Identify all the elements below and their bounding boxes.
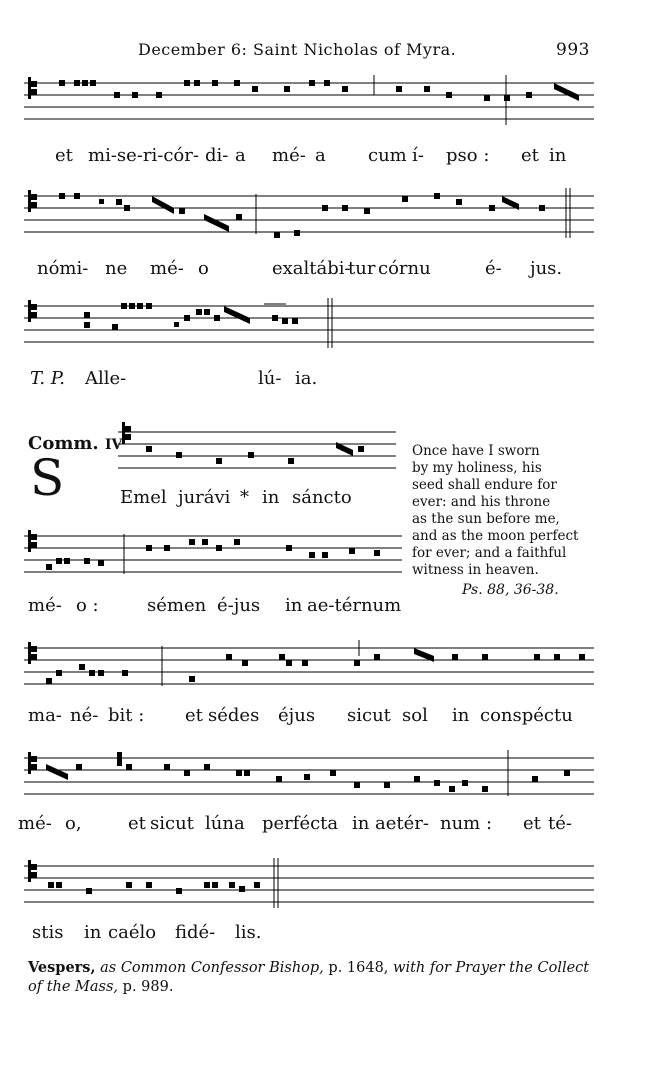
syllable: num : — [440, 813, 493, 834]
syllable: sicut — [347, 705, 391, 726]
staff-lines-7 — [24, 750, 594, 810]
syllable: né- — [70, 705, 99, 726]
syllable: sémen — [147, 595, 207, 616]
syllable: fidé- — [175, 922, 216, 943]
drop-cap-initial: S — [30, 449, 65, 507]
translation-line: witness in heaven. — [412, 562, 539, 578]
syllable: et — [55, 145, 73, 166]
translation-line: ever: and his throne — [412, 494, 551, 510]
vespers-note: Vespers, as Common Confessor Bishop, p. 1648, with for Prayer the Collect of the Mass, p. 989. — [28, 959, 590, 995]
syllable: T. P. — [30, 368, 65, 389]
staff-lines-4 — [118, 420, 396, 480]
translation-line: Once have I sworn — [412, 443, 540, 459]
psalm-citation: Ps. 88, 36-38. — [462, 582, 559, 598]
syllable: aetér- — [375, 813, 429, 834]
staff-lines-3 — [24, 298, 594, 358]
translation-line: seed shall endure for — [412, 477, 557, 493]
syllable: bit : — [108, 705, 145, 726]
syllable: conspéctu — [480, 705, 573, 726]
syllable: sol — [402, 705, 428, 726]
syllable: tur — [348, 258, 376, 279]
translation-line: for ever; and a faithful — [412, 545, 567, 561]
syllable: mé- — [28, 595, 62, 616]
syllable: Emel — [120, 487, 167, 508]
syllable: nómi- — [37, 258, 89, 279]
staff-lines-2 — [24, 188, 594, 248]
translation-line: by my holiness, his — [412, 460, 542, 476]
music-staff-3 — [24, 298, 594, 358]
syllable: mé- — [150, 258, 184, 279]
syllable: ne — [105, 258, 128, 279]
syllable: in — [84, 922, 102, 943]
syllable: stis — [32, 922, 64, 943]
syllable: mi-se-ri-cór- — [88, 145, 199, 166]
syllable: o — [198, 258, 209, 279]
syllable: ma- — [28, 705, 62, 726]
syllable: lú- — [258, 368, 282, 389]
syllable: cum — [368, 145, 407, 166]
syllable: di- — [205, 145, 229, 166]
syllable: a — [315, 145, 326, 166]
syllable: et — [185, 705, 203, 726]
syllable: sicut — [150, 813, 194, 834]
syllable: sédes — [208, 705, 260, 726]
syllable: in — [285, 595, 303, 616]
syllable: lúna — [205, 813, 245, 834]
translation-line: as the sun before me, — [412, 511, 560, 527]
syllable: lis. — [235, 922, 262, 943]
music-staff-1 — [24, 75, 594, 135]
syllable: exaltábi- — [272, 258, 351, 279]
staff-lines-8 — [24, 858, 594, 918]
syllable: in — [262, 487, 280, 508]
syllable: ae-térnum — [307, 595, 402, 616]
syllable: jus. — [530, 258, 563, 279]
syllable: ia. — [295, 368, 318, 389]
syllable: et — [521, 145, 539, 166]
syllable: perfécta — [262, 813, 339, 834]
music-staff-4 — [118, 420, 396, 480]
syllable: í- — [412, 145, 424, 166]
music-staff-8 — [24, 858, 594, 918]
syllable: in — [352, 813, 370, 834]
staff-lines-1 — [24, 75, 594, 135]
syllable: caélo — [108, 922, 157, 943]
syllable: sáncto — [292, 487, 352, 508]
staff-lines-6 — [24, 640, 594, 700]
page-number: 993 — [556, 40, 590, 60]
english-translation — [412, 443, 588, 579]
syllable: a — [235, 145, 246, 166]
communion-label: Comm. IV — [28, 433, 123, 454]
syllable: in — [549, 145, 567, 166]
syllable: mé- — [272, 145, 306, 166]
syllable: o : — [76, 595, 99, 616]
syllable: é- — [485, 258, 502, 279]
syllable: mé- — [18, 813, 52, 834]
syllable: éjus — [278, 705, 316, 726]
music-staff-7 — [24, 750, 594, 810]
syllable: Alle- — [85, 368, 127, 389]
page-header-title: December 6: Saint Nicholas of Myra. — [138, 40, 457, 59]
syllable: o, — [65, 813, 82, 834]
syllable: et — [523, 813, 541, 834]
syllable: é-jus — [217, 595, 261, 616]
syllable: et — [128, 813, 146, 834]
syllable: * — [240, 487, 249, 508]
syllable: pso : — [446, 145, 490, 166]
staff-lines-5 — [24, 528, 402, 588]
syllable: córnu — [378, 258, 431, 279]
syllable: té- — [548, 813, 572, 834]
music-staff-6 — [24, 640, 594, 700]
music-staff-2 — [24, 188, 594, 248]
translation-line: and as the moon perfect — [412, 528, 579, 544]
music-staff-5 — [24, 528, 402, 588]
syllable: jurávi — [178, 487, 231, 508]
syllable: in — [452, 705, 470, 726]
